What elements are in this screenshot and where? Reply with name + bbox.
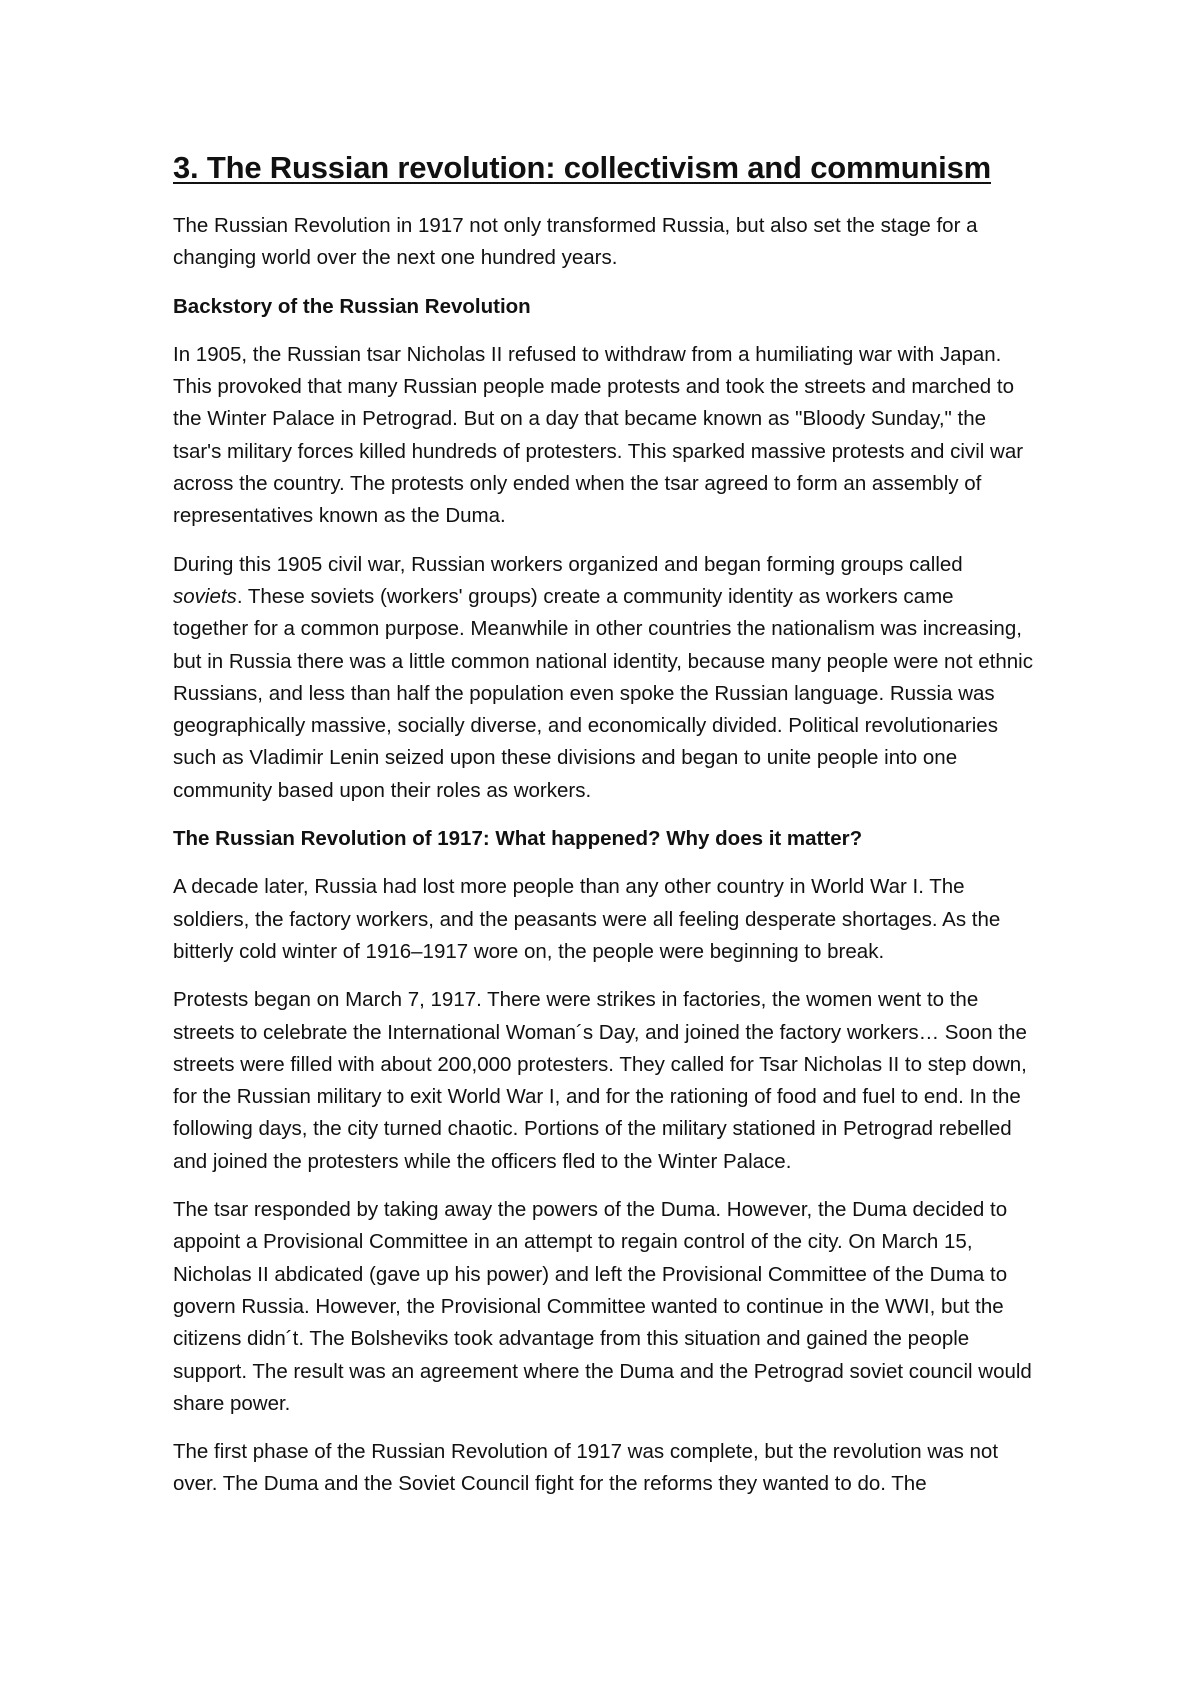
paragraph-duma: The tsar responded by taking away the powers of the Duma. However, the Duma decided to appoint a Provisional Committee in an attempt to regain control of the city. On March 15, Nicholas II abdicated (gave up his power) and left the Provisional Committee of the Duma to govern Russia. However, the Provisional Committee wanted to continue in the WWI, but the citizens didn´t. The Bolsheviks took advantage from this situation and gained the people support. The result was an agreement where the Duma and the Petrograd soviet council would share power. bbox=[173, 1198, 1032, 1415]
document-page bbox=[173, 148, 1033, 1517]
paragraph-soviets-text-start: During this 1905 civil war, Russian workers organized and began forming groups called bbox=[173, 552, 963, 576]
paragraph-soviets-text-end: . These soviets (workers' groups) create a community identity as workers came together for a common purpose. Meanwhile in other countries the nationalism was increasing, but in Russia there was a little common national identity, because many people were not ethnic Russians, and less than half the population even spoke the Russian language. Russia was geographically massive, socially diverse, and economically divided. Political revolutionaries such as Vladimir Lenin seized upon these divisions and began to unite people into one community based upon their roles as workers. bbox=[173, 584, 1033, 802]
page-title: 3. The Russian revolution: collectivism and communism bbox=[173, 150, 991, 185]
paragraph-first-phase: The first phase of the Russian Revolution of 1917 was complete, but the revolution was not over. The Duma and the Soviet Council fight for the reforms they wanted to do. The bbox=[173, 1440, 999, 1496]
paragraph-soviets bbox=[173, 549, 1033, 807]
paragraph-1905-war: In 1905, the Russian tsar Nicholas II refused to withdraw from a humiliating war with Japan. This provoked that many Russian people made protests and took the streets and marched to the Winter Palace in Petrograd. But on a day that became known as "Bloody Sunday," the tsar's military forces killed hundreds of protesters. This sparked massive protests and civil war across the country. The protests only ended when the tsar agreed to form an assembly of representatives known as the Duma. bbox=[173, 342, 1024, 528]
soviets-term: soviets bbox=[173, 584, 237, 608]
paragraph-protests: Protests began on March 7, 1917. There were strikes in factories, the women went to the streets to celebrate the International Woman´s Day, and joined the factory workers… Soon the streets were filled with about 200,000 protesters. They called for Tsar Nicholas II to step down, for the Russian military to exit World War I, and for the rationing of food and fuel to end. In the following days, the city turned chaotic. Portions of the military stationed in Petrograd rebelled and joined the protesters while the officers fled to the Winter Palace. bbox=[173, 988, 1027, 1173]
intro-paragraph: The Russian Revolution in 1917 not only transformed Russia, but also set the stage for a changing world over the next one hundred years. bbox=[173, 214, 978, 270]
section-heading-backstory: Backstory of the Russian Revolution bbox=[173, 294, 531, 318]
section-heading-revolution-1917: The Russian Revolution of 1917: What happened? Why does it matter? bbox=[173, 827, 863, 851]
paragraph-decade-later: A decade later, Russia had lost more people than any other country in World War I. The soldiers, the factory workers, and the peasants were all feeling desperate shortages. As the bitterly cold winter of 1916–1917 wore on, the people were beginning to break. bbox=[173, 875, 1001, 963]
